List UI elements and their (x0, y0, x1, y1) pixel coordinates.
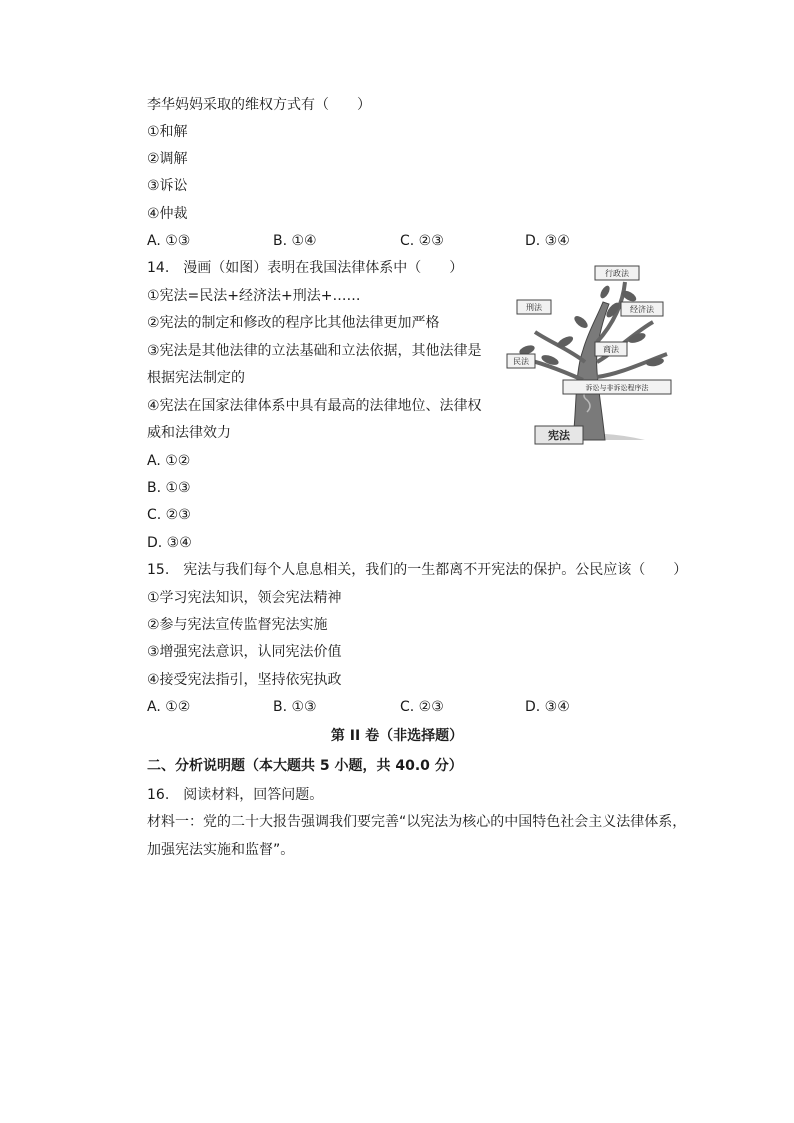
q15-item-4: ④接受宪法指引，坚持依宪执政 (147, 672, 342, 688)
part2-title: 第 II 卷（非选择题） (330, 728, 464, 744)
q15-options (147, 697, 667, 717)
q14-option-a: A. ①② (147, 453, 191, 469)
q15-item-1: ①学习宪法知识，领会宪法精神 (147, 590, 342, 606)
q13-options (147, 231, 667, 251)
q15-stem: 15. 宪法与我们每个人息息相关，我们的一生都离不开宪法的保护。公民应该（ ） (147, 562, 688, 578)
q16-material-line-2: 加强宪法实施和监督”。 (147, 842, 295, 858)
sign-xingzhengfa-label: 行政法 (605, 269, 629, 278)
q13-option-a: A. ①③ (147, 233, 191, 249)
q13-option-c: C. ②③ (400, 233, 444, 249)
q14-stem: 14. 漫画（如图）表明在我国法律体系中（ ） (147, 260, 464, 276)
q13-option-b: B. ①④ (273, 233, 317, 249)
q13-item-2: ②调解 (147, 151, 188, 167)
q16-stem: 16. 阅读材料，回答问题。 (147, 787, 324, 803)
sign-xingfa-label: 刑法 (526, 303, 542, 312)
q14-item-4-cont: 威和法律效力 (147, 425, 231, 441)
q16-material-line-1: 材料一：党的二十大报告强调我们要完善“以宪法为核心的中国特色社会主义法律体系， (147, 814, 687, 830)
q13-item-1: ①和解 (147, 124, 188, 140)
q13-stem: 李华妈妈采取的维权方式有（ ） (147, 97, 371, 113)
q13-option-d: D. ③④ (525, 233, 570, 249)
q14-item-3: ③宪法是其他法律的立法基础和立法依据，其他法律是 (147, 343, 482, 359)
q15-option-c: C. ②③ (400, 699, 444, 715)
sign-jingjifa-label: 经济法 (630, 305, 654, 314)
q15-option-b: B. ①③ (273, 699, 317, 715)
q14-item-1: ①宪法=民法+经济法+刑法+…… (147, 288, 361, 304)
sign-shangfa-label: 商法 (603, 345, 619, 354)
q15-option-d: D. ③④ (525, 699, 570, 715)
q14-item-3-cont: 根据宪法制定的 (147, 370, 245, 386)
q15-item-2: ②参与宪法宣传监督宪法实施 (147, 617, 328, 633)
q14-item-2: ②宪法的制定和修改的程序比其他法律更加严格 (147, 315, 440, 331)
q15-option-a: A. ①② (147, 699, 191, 715)
q14-option-b: B. ①③ (147, 480, 191, 496)
part2-section-heading: 二、分析说明题（本大题共 5 小题，共 40.0 分） (147, 758, 463, 774)
q15-item-3: ③增强宪法意识，认同宪法价值 (147, 644, 342, 660)
sign-minfa-label: 民法 (513, 357, 529, 366)
q14-item-4: ④宪法在国家法律体系中具有最高的法律地位、法律权 (147, 398, 482, 414)
q13-item-3: ③诉讼 (147, 178, 188, 194)
law-tree-cartoon (505, 262, 675, 447)
sign-xianfa-label: 宪法 (548, 429, 570, 442)
sign-susongfa-label: 诉讼与非诉讼程序法 (585, 384, 649, 392)
q14-option-c: C. ②③ (147, 507, 191, 523)
q13-item-4: ④仲裁 (147, 206, 188, 222)
q14-option-d: D. ③④ (147, 535, 192, 551)
